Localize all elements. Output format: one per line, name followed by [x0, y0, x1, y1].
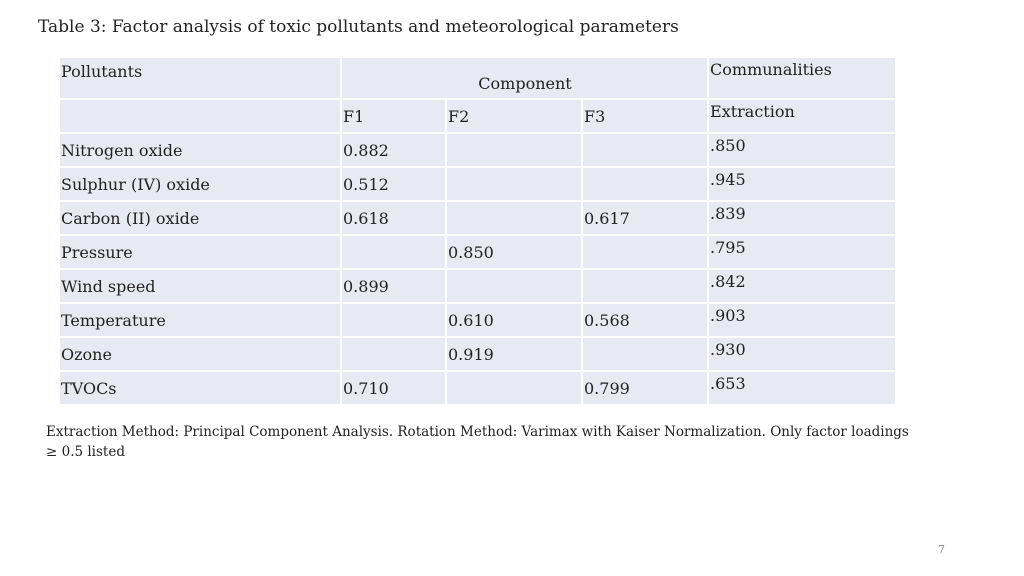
- f1-loading-cell: [341, 303, 446, 337]
- f2-loading-cell: 0.850: [446, 235, 582, 269]
- f3-loading-cell: [582, 235, 708, 269]
- f3-loading-cell: 0.568: [582, 303, 708, 337]
- table-title: Table 3: Factor analysis of toxic pollutants and meteorological parameters: [38, 17, 679, 37]
- f1-loading-cell: 0.882: [341, 133, 446, 167]
- f1-loading-cell: [341, 235, 446, 269]
- f3-loading-cell: [582, 337, 708, 371]
- extraction-cell: .795: [708, 235, 896, 269]
- extraction-cell: .850: [708, 133, 896, 167]
- f1-loading-cell: 0.710: [341, 371, 446, 405]
- pollutant-name-cell: Carbon (II) oxide: [59, 201, 341, 235]
- extraction-cell: .842: [708, 269, 896, 303]
- pollutant-name-cell: TVOCs: [59, 371, 341, 405]
- pollutant-name-cell: Sulphur (IV) oxide: [59, 167, 341, 201]
- pollutants-header: Pollutants: [59, 57, 341, 99]
- table-header-row: [59, 57, 896, 99]
- pollutant-name-cell: Wind speed: [59, 269, 341, 303]
- footnote: Extraction Method: Principal Component Analysis. Rotation Method: Varimax with Kaiser Normalization. Only factor loadings ≥ 0.5 listed: [46, 424, 909, 460]
- f1-loading-cell: 0.899: [341, 269, 446, 303]
- f2-loading-cell: [446, 167, 582, 201]
- empty-header-cell: [59, 99, 341, 133]
- f2-loading-cell: [446, 133, 582, 167]
- f3-header: F3: [582, 99, 708, 133]
- extraction-cell: .903: [708, 303, 896, 337]
- factor-analysis-table: [58, 56, 897, 406]
- f1-loading-cell: 0.512: [341, 167, 446, 201]
- f3-loading-cell: [582, 167, 708, 201]
- f1-loading-cell: [341, 337, 446, 371]
- table-row: [59, 371, 896, 405]
- table-row: [59, 269, 896, 303]
- extraction-cell: .653: [708, 371, 896, 405]
- table-row: [59, 167, 896, 201]
- communalities-header: Communalities: [708, 57, 896, 99]
- f2-loading-cell: [446, 269, 582, 303]
- extraction-header: Extraction: [708, 99, 896, 133]
- f3-loading-cell: [582, 269, 708, 303]
- pollutant-name-cell: Ozone: [59, 337, 341, 371]
- f2-loading-cell: 0.610: [446, 303, 582, 337]
- page-number: 7: [938, 543, 945, 556]
- table-row: [59, 303, 896, 337]
- pollutant-name-cell: Nitrogen oxide: [59, 133, 341, 167]
- f3-loading-cell: 0.617: [582, 201, 708, 235]
- f2-loading-cell: [446, 371, 582, 405]
- pollutant-name-cell: Pressure: [59, 235, 341, 269]
- extraction-cell: .930: [708, 337, 896, 371]
- extraction-cell: .945: [708, 167, 896, 201]
- extraction-cell: .839: [708, 201, 896, 235]
- table-row: [59, 201, 896, 235]
- table-row: [59, 337, 896, 371]
- f3-loading-cell: 0.799: [582, 371, 708, 405]
- component-header: Component: [341, 57, 708, 99]
- pollutant-name-cell: Temperature: [59, 303, 341, 337]
- f1-header: F1: [341, 99, 446, 133]
- table-row: [59, 235, 896, 269]
- f2-loading-cell: 0.919: [446, 337, 582, 371]
- f2-header: F2: [446, 99, 582, 133]
- table-subheader-row: [59, 99, 896, 133]
- f2-loading-cell: [446, 201, 582, 235]
- f3-loading-cell: [582, 133, 708, 167]
- table-row: [59, 133, 896, 167]
- f1-loading-cell: 0.618: [341, 201, 446, 235]
